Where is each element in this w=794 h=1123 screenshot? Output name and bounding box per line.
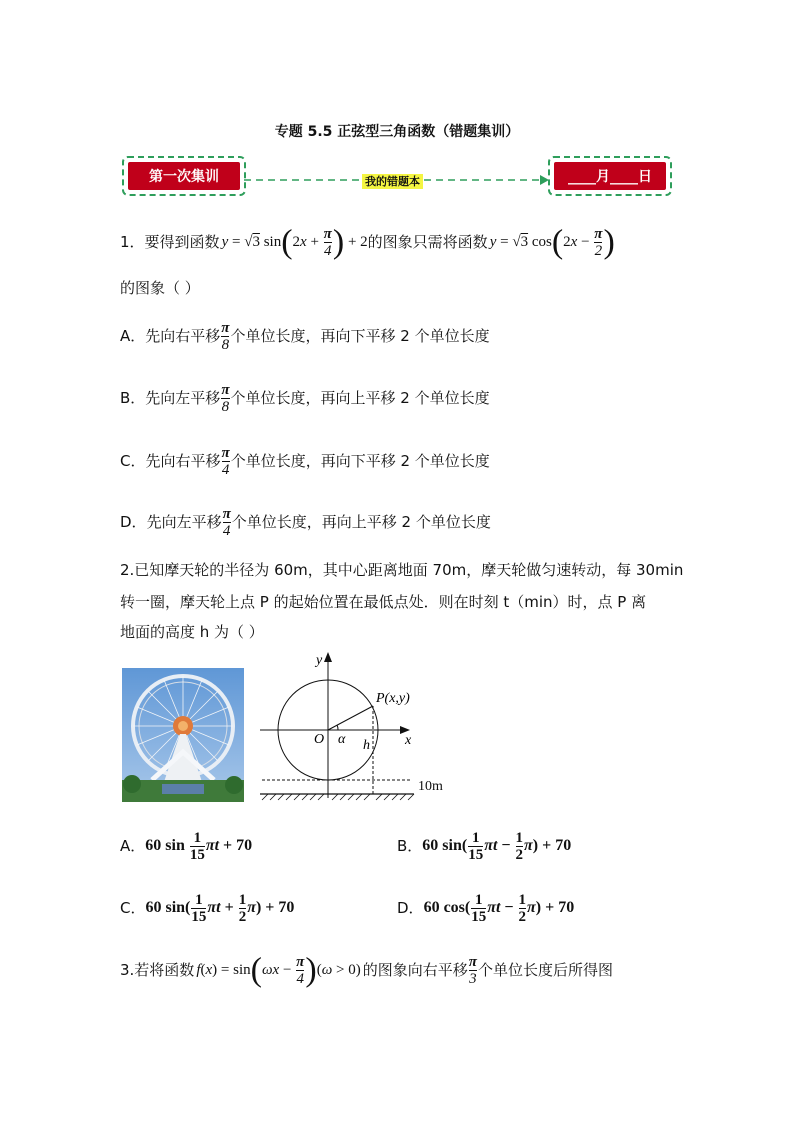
- q1-option-b-fraction: $\frac{\pi}{8}$: [221, 381, 230, 415]
- q2-option-a-formula: 60 sin $\frac{1}{15}$ πt + 70: [145, 829, 253, 863]
- q1-formula-1: y = √3 sin(2x + $\frac{\pi}{4}$ ) + 2: [221, 223, 368, 260]
- ferris-wheel-photo: [122, 668, 244, 802]
- q2-option-c-label: C．: [120, 899, 146, 917]
- q1-option-a-fraction: $\frac{\pi}{8}$: [221, 319, 230, 353]
- q1-formula-2: y = √3 cos(2x − $\frac{\pi}{2}$ ): [489, 223, 615, 260]
- q2-line-1: 2.已知摩天轮的半径为 60m，其中心距离地面 70m，摩天轮做匀速转动，每 30min: [120, 561, 684, 579]
- date-badge-label: ____月____日: [554, 162, 666, 190]
- q1-option-d-pre: 先向左平移: [146, 513, 222, 531]
- q1-stem-end: 的图象（ ）: [120, 279, 200, 297]
- q2-option-a[interactable]: [120, 828, 252, 864]
- q1-option-b-label: B．: [120, 389, 146, 407]
- q1-option-b[interactable]: [120, 380, 490, 416]
- q1-stem: [120, 222, 615, 262]
- q1-option-c-post: 个单位长度，再向下平移 2 个单位长度: [230, 452, 490, 470]
- q1-option-d-post: 个单位长度，再向上平移 2 个单位长度: [231, 513, 491, 531]
- q2-option-d-label: D．: [397, 899, 424, 917]
- q1-option-d-fraction: $\frac{\pi}{4}$: [222, 505, 231, 539]
- radius-op: [328, 706, 373, 730]
- q2-line-3: 地面的高度 h 为（ ）: [120, 623, 264, 641]
- q1-option-a-pre: 先向右平移: [145, 327, 221, 345]
- q1-option-a-label: A．: [120, 327, 146, 345]
- q2-option-b[interactable]: [397, 828, 571, 864]
- q1-option-d-label: D．: [120, 513, 147, 531]
- middle-label-text: 我的错题本: [362, 174, 423, 189]
- q1-option-b-pre: 先向左平移: [145, 389, 221, 407]
- q2-option-d-formula: 60 cos( $\frac{1}{15}$ πt − $\frac{1}{2}$ π) + 70: [423, 891, 575, 925]
- page-title: 专题 5.5 正弦型三角函数（错题集训）: [274, 124, 520, 140]
- q1-option-c[interactable]: [120, 443, 490, 479]
- q3-fraction: $\frac{\pi}{3}$: [468, 953, 477, 987]
- ground-10m-label: 10m: [418, 779, 443, 794]
- q1-option-b-post: 个单位长度，再向上平移 2 个单位长度: [230, 389, 490, 407]
- q3-formula: f(x) = sin(ωx − $\frac{\pi}{4}$ )(ω > 0): [196, 951, 361, 988]
- q1-option-a-post: 个单位长度，再向下平移 2 个单位长度: [230, 327, 490, 345]
- q2-option-b-formula: 60 sin( $\frac{1}{15}$ πt − $\frac{1}{2}$ π) + 70: [422, 829, 572, 863]
- q3-text-b: 的图象向右平移: [362, 961, 468, 979]
- left-badge: [122, 156, 246, 196]
- q1-text-b: 的图象只需将函数: [367, 233, 488, 251]
- q1-option-c-fraction: $\frac{\pi}{4}$: [221, 444, 230, 478]
- middle-label: [362, 172, 423, 190]
- q1-option-c-label: C．: [120, 452, 146, 470]
- q2-option-a-label: A．: [120, 837, 146, 855]
- q1-option-a[interactable]: [120, 318, 490, 354]
- h-label: h: [363, 738, 370, 753]
- origin-label: O: [314, 732, 325, 747]
- angle-label: α: [338, 732, 346, 747]
- q3-text-c: 个单位长度后所得图: [477, 961, 613, 979]
- x-label: x: [405, 733, 412, 748]
- left-badge-label: 第一次集训: [128, 162, 240, 190]
- q1-option-c-pre: 先向右平移: [145, 452, 221, 470]
- q2-option-c[interactable]: [120, 890, 294, 926]
- date-badge: [548, 156, 672, 196]
- q2-option-c-formula: 60 sin( $\frac{1}{15}$ πt + $\frac{1}{2}$ π) + 70: [145, 891, 295, 925]
- q1-option-d[interactable]: [120, 504, 491, 540]
- q3-stem: [120, 950, 613, 990]
- q2-line-2: 转一圈，摩天轮上点 P 的起始位置在最低点处．则在时刻 t（min）时，点 P 离: [120, 593, 647, 611]
- y-label: y: [316, 653, 323, 668]
- q2-option-d[interactable]: [397, 890, 574, 926]
- q2-option-b-label: B．: [397, 837, 423, 855]
- q1-text-a: 要得到函数: [144, 233, 220, 251]
- point-p-label: P(x,y): [376, 691, 410, 706]
- q3-text-a: 3.若将函数: [120, 961, 195, 979]
- q1-number: 1．: [120, 233, 145, 251]
